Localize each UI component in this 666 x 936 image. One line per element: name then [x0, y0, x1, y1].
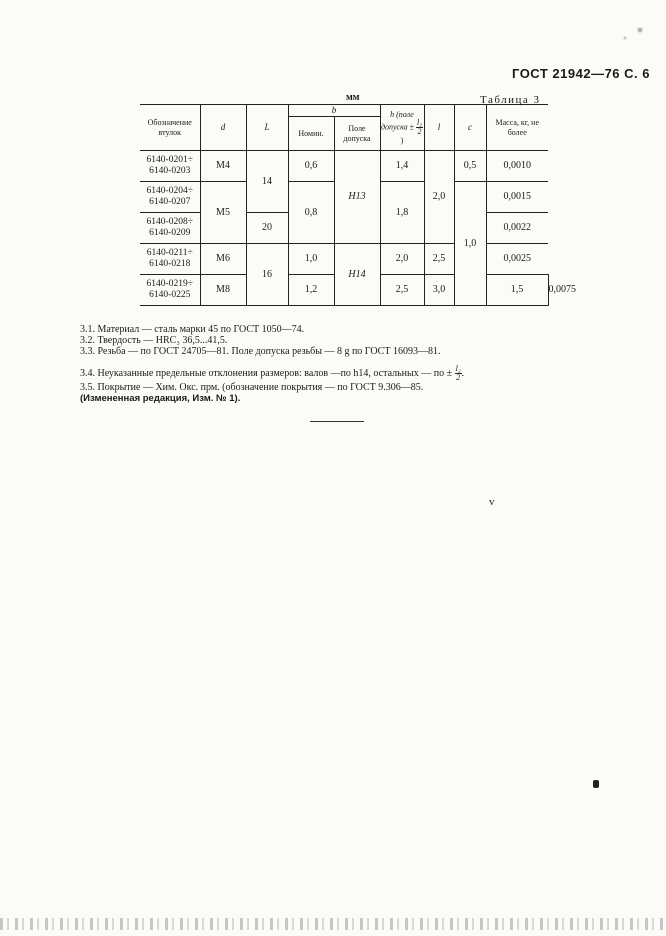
col-b-nom: Номин. — [288, 117, 334, 151]
col-mass: Масса, кг, не более — [486, 105, 548, 151]
cell-c: 1,5 — [486, 275, 548, 306]
cell-mass: 0,0022 — [486, 213, 548, 244]
cell-d: M4 — [200, 151, 246, 182]
col-h-close: ) — [400, 136, 404, 145]
cell-L: 14 — [246, 151, 288, 213]
cell-b-nom: 1,2 — [288, 275, 334, 306]
cell-l: 3,0 — [424, 275, 454, 306]
cell-b-tol: H14 — [334, 244, 380, 306]
cell-l: 2,0 — [424, 151, 454, 244]
col-designation: Обозначение втулок — [140, 105, 200, 151]
cell-d: M5 — [200, 182, 246, 244]
cell-b-nom: 1,0 — [288, 244, 334, 275]
cell-h: 1,8 — [380, 182, 424, 244]
table-unit: мм — [346, 92, 360, 103]
row-code: 6140-0211÷ 6140-0218 — [140, 244, 200, 275]
table-row: 6140-0219÷ 6140-0225 M8 1,2 2,5 3,0 1,5 0,0075 — [140, 275, 548, 306]
cell-l: 2,5 — [424, 244, 454, 275]
cell-b-nom: 0,6 — [288, 151, 334, 182]
cell-h: 2,5 — [380, 275, 424, 306]
cell-mass: 0,0010 — [486, 151, 548, 182]
cell-b-nom: 0,8 — [288, 182, 334, 244]
note-thread: 3.3. Резьба — по ГОСТ 24705—81. Поле допуска резьбы — 8 g по ГОСТ 16093—81. — [80, 346, 441, 357]
col-b-tol: Поле допуска — [334, 117, 380, 151]
col-l: l — [424, 105, 454, 151]
table-label: Таблица 3 — [480, 94, 541, 106]
col-d: d — [200, 105, 246, 151]
row-code: 6140-0219÷ 6140-0225 — [140, 275, 200, 306]
note-deviations — [80, 365, 580, 382]
note-deviations-text: 3.4. Неуказанные предельные отклонения размеров: валов —по h14, остальных — по ± — [80, 367, 453, 379]
scan-edge-noise — [0, 918, 666, 930]
row-code: 6140-0204÷ 6140-0207 — [140, 182, 200, 213]
cell-b-tol: H13 — [334, 151, 380, 244]
table-row — [140, 244, 548, 275]
cell-d: M6 — [200, 244, 246, 275]
cell-L: 16 — [246, 244, 288, 306]
row-code: 6140-0201÷ 6140-0203 — [140, 151, 200, 182]
cell-h: 1,4 — [380, 151, 424, 182]
cell-mass: 0,0025 — [486, 244, 548, 275]
table-row — [140, 151, 548, 182]
col-h — [380, 105, 424, 151]
cell-c: 0,5 — [454, 151, 486, 182]
note-hardness: 3.2. Твердость — HRC₃ 36,5...41,5. — [80, 335, 228, 346]
dimensions-table — [140, 104, 576, 306]
end-divider — [310, 421, 364, 422]
col-h-fraction: $\frac{\text{l₂}}{2}$ — [417, 118, 423, 136]
col-h-label: h (поле допуска ± — [380, 109, 415, 132]
col-c: c — [454, 105, 486, 151]
row-code: 6140-0208÷ 6140-0209 — [140, 213, 200, 244]
cell-mass: 0,0015 — [486, 182, 548, 213]
note-coating: 3.5. Покрытие — Хим. Окс. прм. (обозначение покрытия — по ГОСТ 9.306—85. — [80, 382, 424, 393]
col-b: b — [288, 105, 380, 117]
note-deviations-end: . — [461, 367, 465, 379]
standard-page-header: ГОСТ 21942—76 С. 6 — [512, 66, 650, 81]
cell-c: 1,0 — [454, 182, 486, 306]
note-material: 3.1. Материал — сталь марки 45 по ГОСТ 1050—74. — [80, 324, 305, 335]
cell-h: 2,0 — [380, 244, 424, 275]
scan-mark: v — [489, 496, 495, 508]
cell-d: M8 — [200, 275, 246, 306]
col-L: L — [246, 105, 288, 151]
note-amendment: (Измененная редакция, Изм. № 1). — [80, 393, 241, 404]
note-deviations-fraction: $\frac{\text{l₂}}{2}$ — [455, 364, 461, 382]
cell-L: 20 — [246, 213, 288, 244]
scan-noise — [610, 14, 660, 54]
scan-spot — [593, 780, 599, 788]
notes-block — [80, 324, 580, 404]
